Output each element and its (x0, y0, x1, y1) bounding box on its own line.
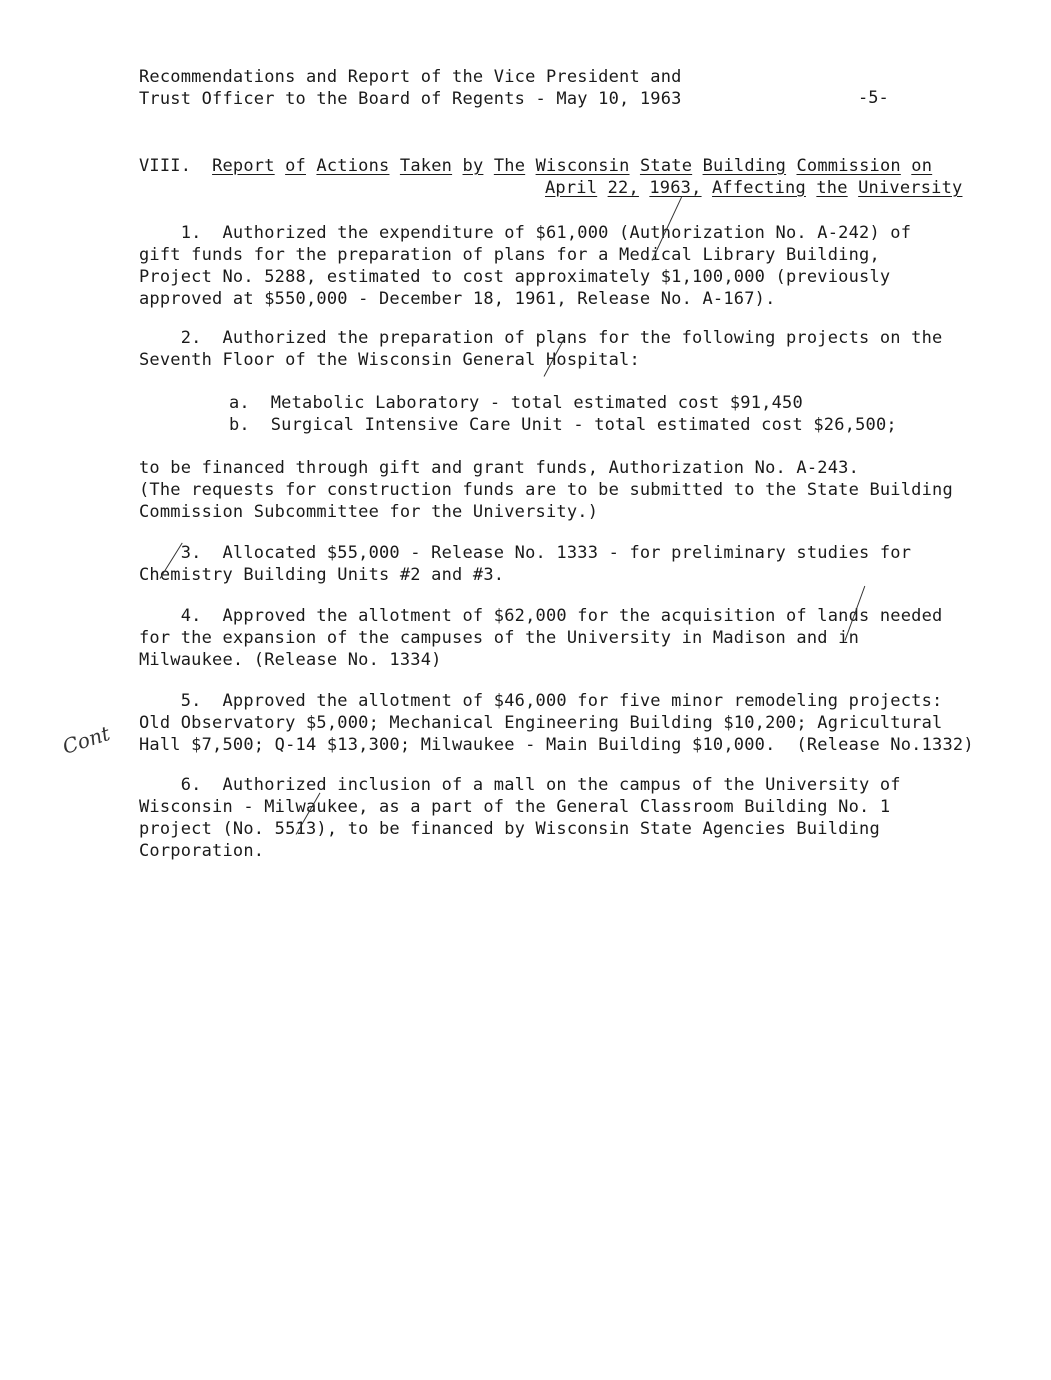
item4-line: 4. Approved the allotment of $62,000 for the acquisition of lands needed (139, 606, 943, 626)
heading-word: University (858, 178, 963, 198)
item3-line: 3. Allocated $55,000 - Release No. 1333 - for preliminary studies for (139, 543, 912, 563)
heading-word: Building (702, 156, 787, 176)
item2-tail-line: to be financed through gift and grant funds, Authorization No. A-243. (139, 458, 860, 478)
item2-sub-a: a. Metabolic Laboratory - total estimated cost $91,450 (229, 393, 803, 413)
heading-word: 22, (607, 178, 639, 198)
section-number: VIII. (139, 156, 192, 176)
item2-tail-line: (The requests for construction funds are to be submitted to the State Building (139, 480, 953, 500)
item5-line: 5. Approved the allotment of $46,000 for five minor remodeling projects: (139, 691, 943, 711)
heading-word: the (816, 178, 848, 198)
margin-note: Cont (59, 721, 113, 759)
item4-line: Milwaukee. (Release No. 1334) (139, 650, 442, 670)
item5-line: Old Observatory $5,000; Mechanical Engineering Building $10,200; Agricultural (139, 713, 943, 733)
item2-line: Seventh Floor of the Wisconsin General Hospital: (139, 350, 640, 370)
item1-line: gift funds for the preparation of plans for a Medical Library Building, (139, 245, 880, 265)
heading-word: Report (212, 156, 275, 176)
heading-word: April (545, 178, 598, 198)
item4-line: for the expansion of the campuses of the University in Madison and in (139, 628, 860, 648)
heading-word: of (285, 156, 306, 176)
header-line-2: Trust Officer to the Board of Regents - May 10, 1963 (139, 89, 682, 109)
heading-word: Actions (316, 156, 390, 176)
item2-sub-b: b. Surgical Intensive Care Unit - total estimated cost $26,500; (229, 415, 897, 435)
heading-word: Commission (796, 156, 901, 176)
section-heading-line-2 (545, 177, 962, 199)
header-line-1: Recommendations and Report of the Vice President and (139, 67, 682, 87)
item6-line: 6. Authorized inclusion of a mall on the campus of the University of (139, 775, 901, 795)
page-number: -5- (858, 88, 889, 108)
item3-line: Chemistry Building Units #2 and #3. (139, 565, 505, 585)
item1-line: Project No. 5288, estimated to cost approximately $1,100,000 (previously (139, 267, 891, 287)
item1-line: 1. Authorized the expenditure of $61,000 (Authorization No. A-242) of (139, 223, 912, 243)
item2-line: 2. Authorized the preparation of plans for the following projects on the (139, 328, 943, 348)
item6-line: project (No. 5513), to be financed by Wisconsin State Agencies Building (139, 819, 880, 839)
heading-word: by (462, 156, 484, 176)
heading-word: Affecting (712, 178, 806, 198)
item6-line: Corporation. (139, 841, 265, 861)
item2-tail-line: Commission Subcommittee for the University.) (139, 502, 599, 522)
heading-word: The (493, 156, 526, 176)
heading-word: State (639, 156, 693, 176)
item1-line: approved at $550,000 - December 18, 1961, Release No. A-167). (139, 289, 776, 309)
item6-line: Wisconsin - Milwaukee, as a part of the General Classroom Building No. 1 (139, 797, 891, 817)
heading-word: Wisconsin (535, 156, 630, 176)
heading-word: on (911, 156, 933, 176)
heading-word: Taken (399, 156, 453, 176)
heading-word: 1963, (649, 178, 702, 198)
section-heading-line-1 (139, 155, 932, 177)
item5-line: Hall $7,500; Q-14 $13,300; Milwaukee - Main Building $10,000. (Release No.1332) (139, 735, 974, 755)
